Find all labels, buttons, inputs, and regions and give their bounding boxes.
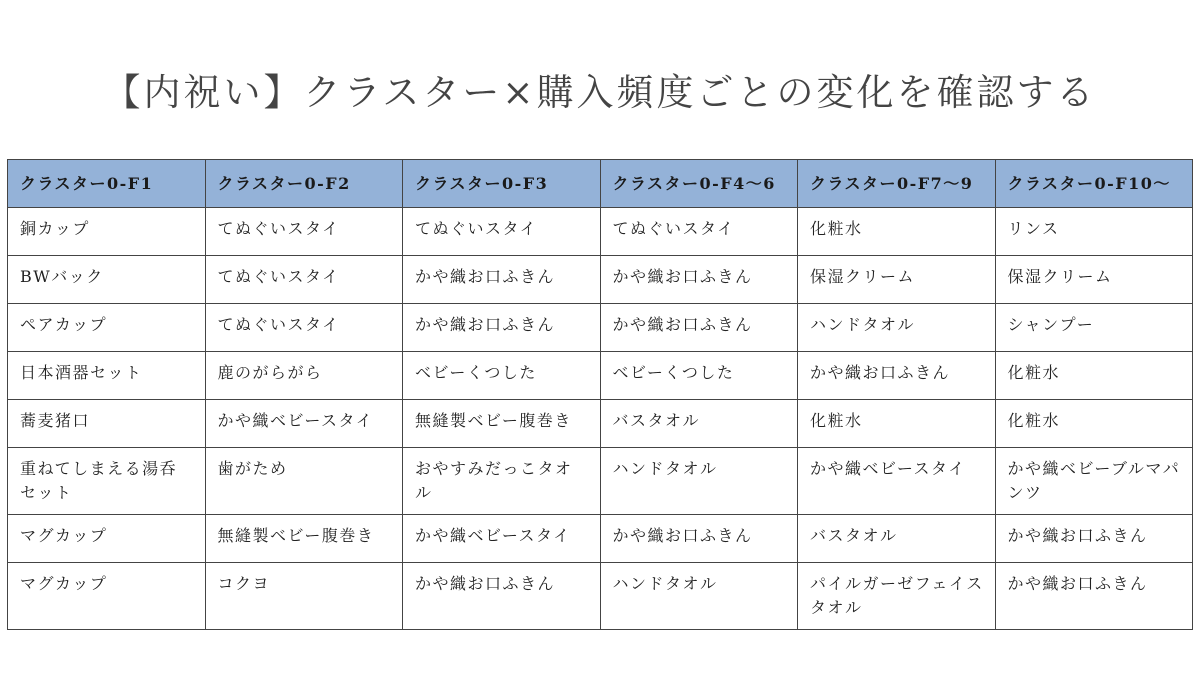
table-row: [8, 448, 1193, 515]
table-cell: 化粧水: [798, 208, 996, 256]
table-cell: てぬぐいスタイ: [205, 304, 403, 352]
table-cell: パイルガーゼフェイスタオル: [798, 563, 996, 630]
table-cell: かや織お口ふきん: [798, 352, 996, 400]
table-cell: BWバック: [8, 256, 206, 304]
column-header: クラスター0-F1: [8, 160, 206, 208]
table-cell: 銅カップ: [8, 208, 206, 256]
table-cell: かや織お口ふきん: [995, 563, 1193, 630]
table-cell: ハンドタオル: [600, 563, 798, 630]
table-cell: ベビーくつした: [600, 352, 798, 400]
table-cell: かや織ベビーブルマパンツ: [995, 448, 1193, 515]
table-cell: かや織ベビースタイ: [205, 400, 403, 448]
table-cell: リンス: [995, 208, 1193, 256]
table-header-row: [8, 160, 1193, 208]
table-cell: かや織ベビースタイ: [798, 448, 996, 515]
table-cell: かや織お口ふきん: [403, 563, 601, 630]
table-row: [8, 256, 1193, 304]
column-header: クラスター0-F4〜6: [600, 160, 798, 208]
page-title: 【内祝い】クラスター×購入頻度ごとの変化を確認する: [103, 71, 1097, 114]
table-cell: 日本酒器セット: [8, 352, 206, 400]
table-cell: てぬぐいスタイ: [205, 208, 403, 256]
table-cell: てぬぐいスタイ: [403, 208, 601, 256]
table-cell: かや織お口ふきん: [600, 256, 798, 304]
table-cell: てぬぐいスタイ: [205, 256, 403, 304]
table-cell: 化粧水: [798, 400, 996, 448]
column-header: クラスター0-F3: [403, 160, 601, 208]
table-cell: かや織お口ふきん: [403, 256, 601, 304]
table-cell: マグカップ: [8, 515, 206, 563]
table-cell: かや織お口ふきん: [600, 515, 798, 563]
table-row: [8, 352, 1193, 400]
table-row: [8, 304, 1193, 352]
table-row: [8, 515, 1193, 563]
table-cell: ハンドタオル: [600, 448, 798, 515]
table-cell: 無縫製ベビー腹巻き: [403, 400, 601, 448]
table-cell: バスタオル: [600, 400, 798, 448]
table-cell: 保湿クリーム: [798, 256, 996, 304]
table-cell: 歯がため: [205, 448, 403, 515]
table-cell: 無縫製ベビー腹巻き: [205, 515, 403, 563]
table-cell: かや織ベビースタイ: [403, 515, 601, 563]
table-cell: シャンプー: [995, 304, 1193, 352]
column-header: クラスター0-F2: [205, 160, 403, 208]
table-cell: バスタオル: [798, 515, 996, 563]
table-row: [8, 400, 1193, 448]
table-cell: 蕎麦猪口: [8, 400, 206, 448]
table-cell: 重ねてしまえる湯呑セット: [8, 448, 206, 515]
table-cell: てぬぐいスタイ: [600, 208, 798, 256]
table-cell: 化粧水: [995, 400, 1193, 448]
table-cell: おやすみだっこタオル: [403, 448, 601, 515]
table-cell: 保湿クリーム: [995, 256, 1193, 304]
table-row: [8, 563, 1193, 630]
table-cell: マグカップ: [8, 563, 206, 630]
table-cell: ベビーくつした: [403, 352, 601, 400]
table-row: [8, 208, 1193, 256]
table-cell: かや織お口ふきん: [600, 304, 798, 352]
table-cell: かや織お口ふきん: [403, 304, 601, 352]
table-cell: 鹿のがらがら: [205, 352, 403, 400]
column-header: クラスター0-F7〜9: [798, 160, 996, 208]
table-cell: ハンドタオル: [798, 304, 996, 352]
column-header: クラスター0-F10〜: [995, 160, 1193, 208]
table-cell: コクヨ: [205, 563, 403, 630]
cluster-frequency-table: [7, 159, 1193, 630]
table-cell: ペアカップ: [8, 304, 206, 352]
table-cell: かや織お口ふきん: [995, 515, 1193, 563]
table-cell: 化粧水: [995, 352, 1193, 400]
